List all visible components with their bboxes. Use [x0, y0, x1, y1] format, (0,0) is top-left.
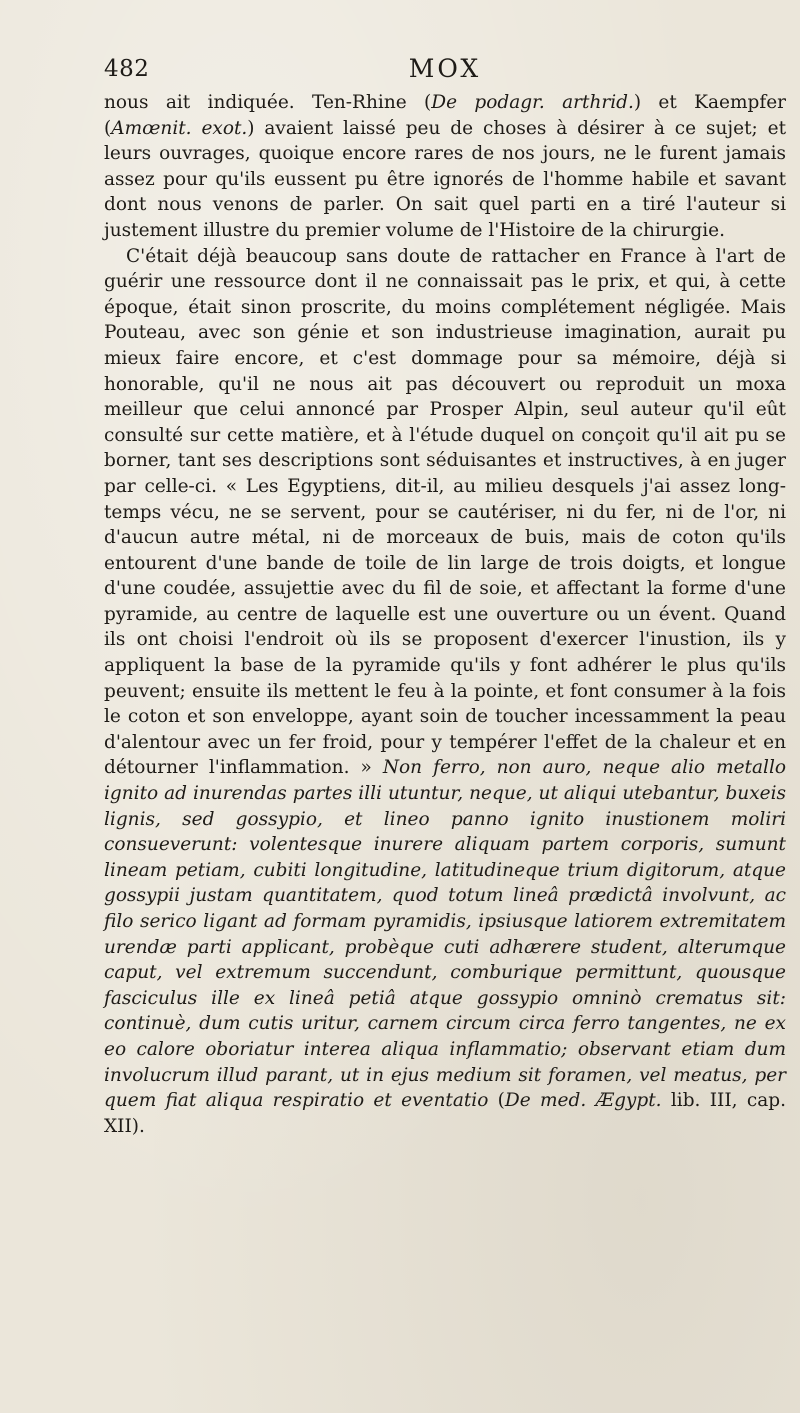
text-run: ) avaient laissé peu de choses à désirer à ce sujet; et leurs ouvrages, quoique encore rares de nos jours, ne le furent jamais assez pour qu'ils eussent pu être ignorés de l'homme habile et savant dont nous venons de parler. On sait quel parti en a tiré l'auteur si justement illustre du premier volume de l'Histoire de la chirurgie. — [104, 117, 787, 241]
text-run: ) et Kaempfer ( — [104, 92, 786, 139]
latin-quotation: Non ferro, non auro, neque alio metallo ignito ad inurendas partes illi utuntur, neque, ut aliqui utebantur, buxeis lignis, sed gossypio, et lineo panno ignito inustionem moliri consueverunt: volentesque inurere aliquam partem corporis, sumunt lineam petiam, cubiti longitudine, latitudineque trium digitorum, atque gossypii justam quantitatem, quod totum lineâ prædictâ involvunt, ac filo serico ligant ad formam pyramidis, ipsiusque latiorem extremitatem urendæ parti applicant, probèque cuti adhærere student, alterumque caput, vel extremum succendunt, comburique permittunt, quousque fasciculus ille ex lineâ petiâ atque gossypio omninò crematus sit: continuè, dum cutis uritur, carnem circum circa ferro tangentes, ne ex eo calore oboriatur interea aliqua inflammatio; observant etiam dum involucrum illud parant, ut in ejus medium sit foramen, vel meatus, per quem fiat aliqua respiratio et eventatio — [104, 757, 786, 1112]
page-number: 482 — [104, 56, 150, 82]
paragraph-continued — [104, 90, 786, 244]
running-head — [104, 52, 786, 88]
text-run: nous ait indiquée. Ten-Rhine ( — [104, 92, 432, 113]
latin-title: De podagr. arthrid. — [431, 92, 634, 113]
body-text — [104, 90, 786, 1139]
text-run: ( — [488, 1090, 505, 1112]
text-run: C'était déjà beaucoup sans doute de rattacher en France à l'art de guérir une ressource dont il ne connaissait pas le prix, et qui, à cette époque, était sinon proscrite, du moins complétement négligée. Mais Pouteau, avec son génie et son industrieuse imagination, aurait pu mieux faire encore, et c'est dommage pour sa mémoire, déjà si honorable, qu'il ne nous ait pas découvert ou reproduit un moxa meilleur que celui annoncé par Prosper Alpin, seul auteur qu'il eût consulté sur cette matière, et à l'étude duquel on conçoit qu'il ait pu se borner, tant ses descriptions sont séduisantes et instructives, à en juger par celle-ci. « Les Egyptiens, dit-il, au milieu desquels j'ai assez long-temps vécu, ne se servent, pour se cautériser, ni du fer, ni de l'or, ni d'aucun autre métal, ni de morceaux de buis, mais de coton qu'ils entourent d'une bande de toile de lin large de trois doigts, et longue d'une coudée, assujettie avec du fil de soie, et affectant la forme d'une pyramide, au centre de laquelle est une ouverture ou un évent. Quand ils ont choisi l'endroit où ils se proposent d'exercer l'inustion, ils y appliquent la base de la pyramide qu'ils y font adhérer le plus qu'ils peuvent; ensuite ils mettent le feu à la pointe, et font consumer à la fois le coton et son enveloppe, ayant soin de toucher incessamment la peau d'alentour avec un fer froid, pour y tempérer l'effet de la chaleur et en détourner l'inflammation. » — [104, 245, 786, 779]
latin-title: Amœnit. exot. — [111, 117, 248, 139]
text-run: lib. III, cap. XII). — [104, 1090, 786, 1137]
running-title: MOX — [408, 54, 482, 83]
latin-citation: De med. Ægypt. — [504, 1090, 662, 1112]
paragraph — [104, 244, 786, 1140]
